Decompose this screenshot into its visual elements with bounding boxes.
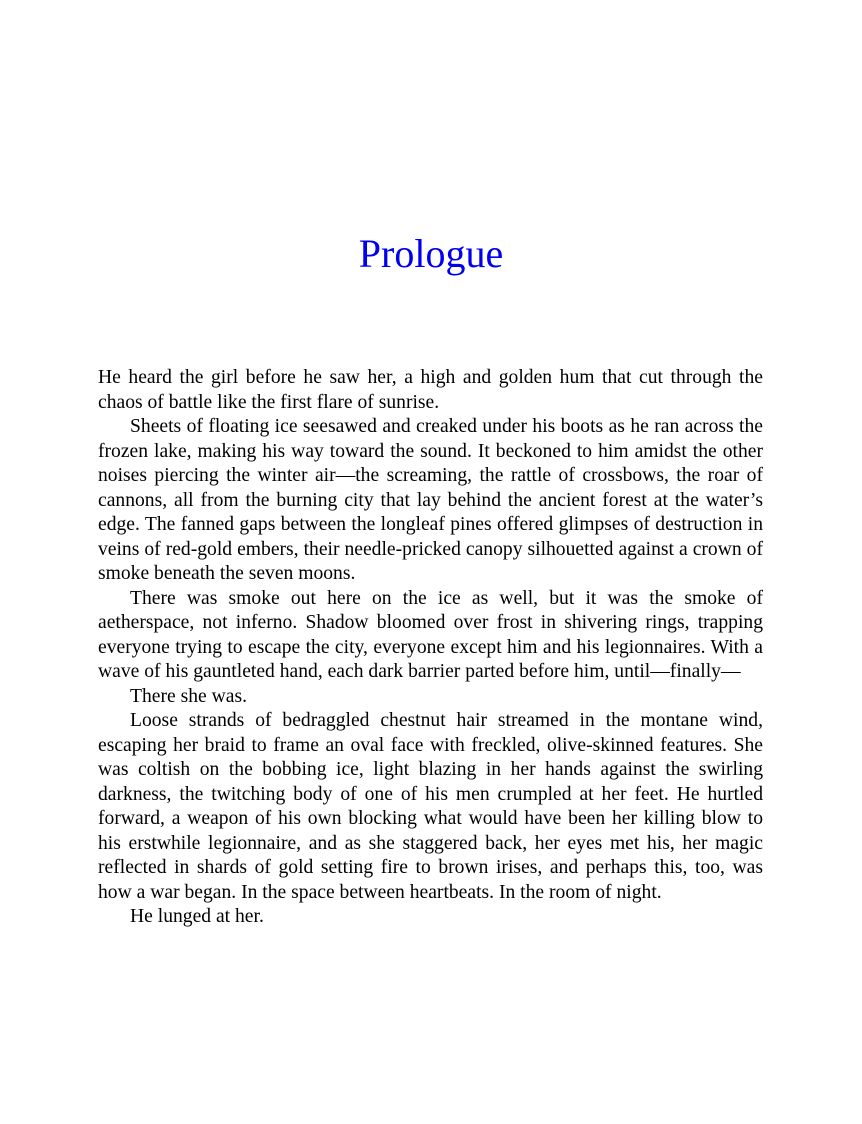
paragraph: There she was. xyxy=(130,685,247,707)
chapter-title: Prologue xyxy=(358,231,504,276)
paragraph: Sheets of floating ice seesawed and creaked under his boots as he ran across the frozen lake, making his way toward the sound. It beckoned to him amidst the other noises piercing the winter air—the screaming, the rattle of crossbows, the roar of cannons, all from the burning city that lay behind the ancient forest at the water’s edge. The fanned gaps between the longleaf pines offered glimpses of destruction in veins of red-gold embers, their needle-pricked canopy silhouetted against a crown of smoke beneath the seven moons. xyxy=(98,416,763,584)
paragraph: Loose strands of bedraggled chestnut hair streamed in the montane wind, escaping her braid to frame an oval face with freckled, olive-skinned features. She was coltish on the bobbing ice, light blazing in her hands against the swirling darkness, the twitching body of one of his men crumpled at her feet. He hurtled forward, a weapon of his own blocking what would have been her killing blow to his erstwhile legionnaire, and as she staggered back, her eyes met his, her magic reflected in shards of gold setting fire to brown irises, and perhaps this, too, was how a war began. In the space between heartbeats. In the room of night. xyxy=(98,710,763,903)
chapter-body xyxy=(98,366,763,930)
paragraph: He lunged at her. xyxy=(130,906,264,927)
paragraph: He heard the girl before he saw her, a high and golden hum that cut through the chaos of battle like the first flare of sunrise. xyxy=(98,367,763,413)
paragraph: There was smoke out here on the ice as well, but it was the smoke of aetherspace, not inferno. Shadow bloomed over frost in shivering rings, trapping everyone trying to escape the city, everyone except him and his legionnaires. With a wave of his gauntleted hand, each dark barrier parted before him, until—finally— xyxy=(98,587,763,682)
